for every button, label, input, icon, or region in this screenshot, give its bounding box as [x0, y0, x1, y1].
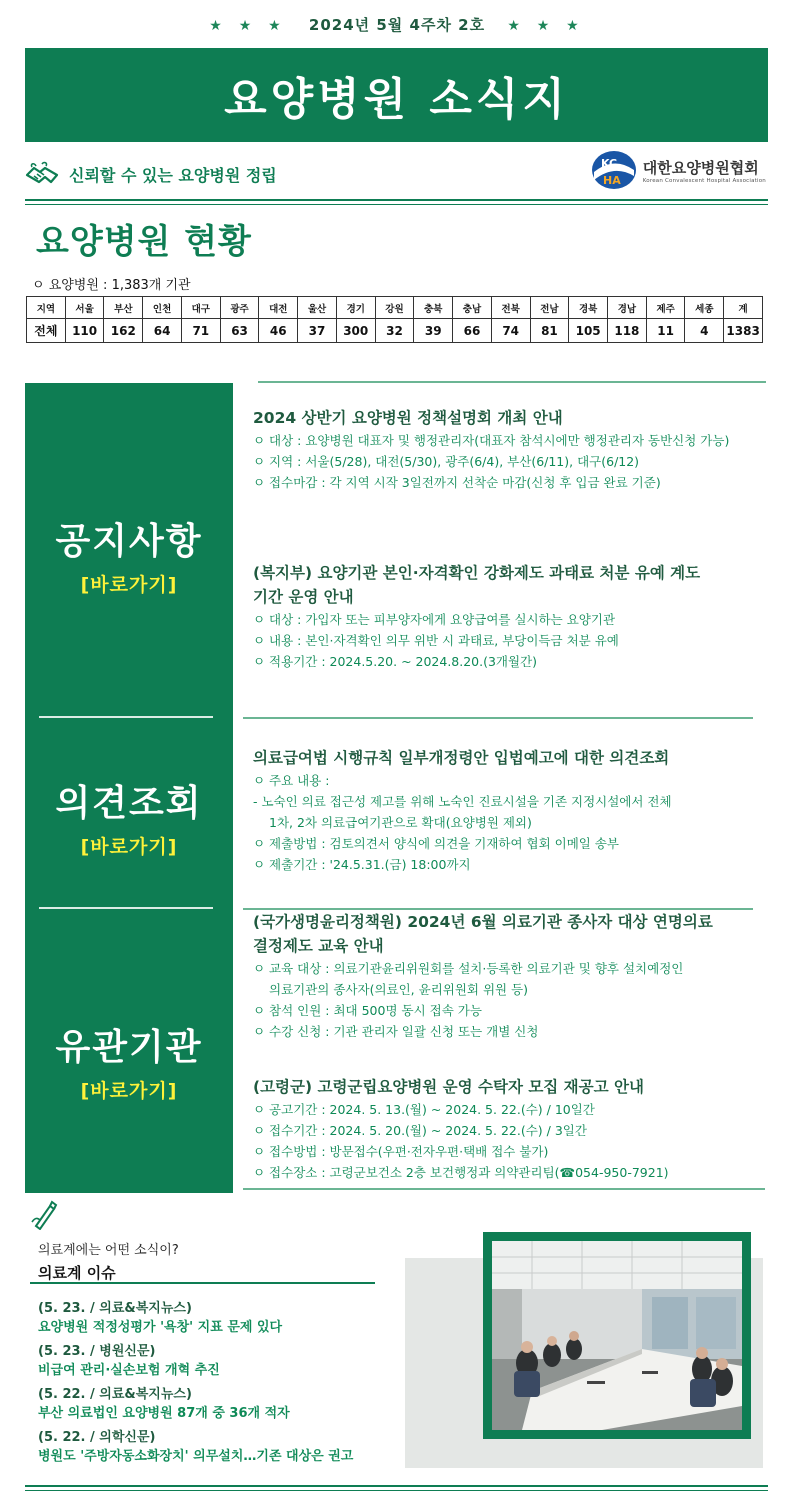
table-cell: 37	[298, 319, 337, 343]
table-cell: 광주	[220, 297, 259, 319]
divider	[258, 381, 766, 383]
news-line: ㅇ 대상 : 요양병원 대표자 및 행정관리자(대표자 참석시에만 행정관리자 동반신청 가능)	[253, 433, 730, 448]
issue-source: (5. 23. / 의료&복지뉴스)	[38, 1301, 192, 1316]
table-cell: 경남	[608, 297, 647, 319]
news-line: ㅇ 접수장소 : 고령군보건소 2층 보건행정과 의약관리팀(☎054-950-7921)	[253, 1165, 669, 1180]
svg-text:HA: HA	[602, 174, 621, 187]
table-cell: 인천	[143, 297, 182, 319]
issue-line	[0, 14, 794, 35]
opinion-title: 의견조회	[55, 783, 203, 824]
opinion-block[interactable]	[25, 775, 233, 859]
table-cell: 118	[608, 319, 647, 343]
issue-item[interactable]	[38, 1385, 418, 1423]
table-cell: 경기	[336, 297, 375, 319]
table-cell: 162	[104, 319, 143, 343]
table-cell: 제주	[646, 297, 685, 319]
news-title-cont[interactable]: 결정제도 교육 안내	[253, 937, 384, 955]
pen-icon	[30, 1200, 58, 1230]
news-line: ㅇ 접수기간 : 2024. 5. 20.(월) ~ 2024. 5. 22.(수) / 3일간	[253, 1123, 587, 1138]
table-cell: 63	[220, 319, 259, 343]
table-cell: 세종	[685, 297, 724, 319]
issue-label: 2024년 5월 4주차 2호	[308, 16, 486, 34]
news-line: ㅇ 접수방법 : 방문접수(우편·전자우편·택배 접수 불가)	[253, 1144, 549, 1159]
news-line: ㅇ 공고기간 : 2024. 5. 13.(월) ~ 2024. 5. 22.(수) / 10일간	[253, 1102, 595, 1117]
sidebar-divider	[39, 716, 213, 718]
issues-heading: 의료계 이슈	[38, 1264, 116, 1282]
table-row	[27, 319, 763, 343]
table-cell: 서울	[65, 297, 104, 319]
photo-frame	[483, 1232, 751, 1439]
news-item[interactable]	[253, 406, 773, 493]
news-line: ㅇ 제출방법 : 검토의견서 양식에 의견을 기재하여 협회 이메일 송부	[253, 836, 619, 851]
stars-right: ★ ★ ★	[507, 18, 585, 34]
meeting-photo	[492, 1241, 742, 1430]
table-cell: 110	[65, 319, 104, 343]
table-header-row	[27, 297, 763, 319]
notice-link[interactable]: [바로가기]	[80, 574, 178, 596]
table-cell: 74	[491, 319, 530, 343]
table-cell: 81	[530, 319, 569, 343]
table-cell: 11	[646, 319, 685, 343]
news-line: 의료기관의 종사자(의료인, 윤리위원회 위원 등)	[269, 982, 529, 997]
table-cell: 66	[453, 319, 492, 343]
table-cell: 부산	[104, 297, 143, 319]
news-item[interactable]	[253, 1075, 773, 1183]
issue-item[interactable]	[38, 1428, 418, 1466]
table-cell: 105	[569, 319, 608, 343]
news-title[interactable]: (국가생명윤리정책원) 2024년 6월 의료기관 종사자 대상 연명의료	[253, 913, 713, 931]
news-title[interactable]: (고령군) 고령군립요양병원 운영 수탁자 모집 재공고 안내	[253, 1078, 644, 1096]
table-cell: 경북	[569, 297, 608, 319]
title-banner	[25, 48, 768, 142]
related-link[interactable]: [바로가기]	[80, 1080, 178, 1102]
issue-headline[interactable]: 요양병원 적정성평가 '욕창' 지표 문제 있다	[38, 1320, 283, 1335]
news-line: - 노숙인 의료 접근성 제고를 위해 노숙인 진료시설을 기존 지정시설에서 전체	[253, 794, 672, 809]
news-line: ㅇ 주요 내용 :	[253, 773, 330, 788]
news-line: 1차, 2차 의료급여기관으로 확대(요양병원 제외)	[269, 815, 532, 830]
association-logo[interactable]	[591, 150, 766, 190]
news-item[interactable]	[253, 746, 773, 875]
table-cell: 계	[724, 297, 763, 319]
table-cell: 전체	[27, 319, 66, 343]
issue-source: (5. 23. / 병원신문)	[38, 1344, 156, 1359]
news-line: ㅇ 대상 : 가입자 또는 피부양자에게 요양급여를 실시하는 요양기관	[253, 612, 616, 627]
table-cell: 충남	[453, 297, 492, 319]
table-cell: 강원	[375, 297, 414, 319]
kcha-logo-icon	[591, 150, 637, 190]
news-line: ㅇ 내용 : 본인·자격확인 의무 위반 시 과태료, 부당이득금 처분 유예	[253, 633, 619, 648]
issues-divider	[30, 1282, 375, 1284]
hospital-count: ㅇ 요양병원 : 1,383개 기관	[32, 278, 191, 293]
status-title: 요양병원 현황	[36, 222, 252, 262]
divider	[243, 717, 753, 719]
table-cell: 39	[414, 319, 453, 343]
news-line: ㅇ 접수마감 : 각 지역 시작 3일전까지 선착순 마감(신청 후 입금 완료 기준)	[253, 475, 661, 490]
issue-headline[interactable]: 병원도 '주방자동소화장치' 의무설치…기존 대상은 권고	[38, 1449, 354, 1464]
table-cell: 64	[143, 319, 182, 343]
table-cell: 전남	[530, 297, 569, 319]
divider-top	[25, 199, 768, 205]
slogan-text: 신뢰할 수 있는 요양병원 정립	[69, 165, 277, 185]
issue-item[interactable]	[38, 1299, 418, 1337]
stars-left: ★ ★ ★	[209, 18, 287, 34]
sidebar-divider	[39, 907, 213, 909]
slogan	[25, 154, 277, 194]
table-cell: 4	[685, 319, 724, 343]
issue-headline[interactable]: 부산 의료법인 요양병원 87개 중 36개 적자	[38, 1406, 290, 1421]
region-table	[26, 296, 763, 343]
association-name-en: Korean Convalescent Hospital Association	[642, 177, 766, 184]
table-cell: 71	[181, 319, 220, 343]
handshake-icon	[25, 161, 59, 187]
news-line: ㅇ 제출기간 : '24.5.31.(금) 18:00까지	[253, 857, 471, 872]
banner-title: 요양병원 소식지	[224, 74, 569, 125]
news-line: ㅇ 참석 인원 : 최대 500명 동시 접속 가능	[253, 1003, 482, 1018]
news-item[interactable]	[253, 561, 773, 672]
table-cell: 46	[259, 319, 298, 343]
table-cell: 울산	[298, 297, 337, 319]
news-line: ㅇ 교육 대상 : 의료기관윤리위원회를 설치·등록한 의료기관 및 향후 설치예정인	[253, 961, 684, 976]
table-cell: 지역	[27, 297, 66, 319]
news-title[interactable]: 2024 상반기 요양병원 정책설명회 개최 안내	[253, 409, 563, 427]
table-cell: 대구	[181, 297, 220, 319]
related-title: 유관기관	[55, 1027, 203, 1068]
news-line: ㅇ 수강 신청 : 기관 관리자 일괄 신청 또는 개별 신청	[253, 1024, 539, 1039]
news-title[interactable]: 의료급여법 시행규칙 일부개정령안 입법예고에 대한 의견조회	[253, 749, 670, 767]
related-block[interactable]	[25, 1019, 233, 1103]
table-cell: 300	[336, 319, 375, 343]
table-cell: 대전	[259, 297, 298, 319]
divider-bottom	[25, 1485, 768, 1491]
category-sidebar	[25, 383, 233, 1193]
issue-headline[interactable]: 비급여 관리·실손보험 개혁 추진	[38, 1363, 220, 1378]
table-cell: 전북	[491, 297, 530, 319]
table-cell: 1383	[724, 319, 763, 343]
news-line: ㅇ 지역 : 서울(5/28), 대전(5/30), 광주(6/4), 부산(6/11), 대구(6/12)	[253, 454, 640, 469]
issues-question: 의료계에는 어떤 소식이?	[38, 1243, 179, 1258]
association-name-ko: 대한요양병원협회	[642, 158, 759, 177]
divider	[243, 1188, 765, 1190]
opinion-link[interactable]: [바로가기]	[80, 836, 178, 858]
issue-source: (5. 22. / 의료&복지뉴스)	[38, 1387, 192, 1402]
svg-text:KC: KC	[600, 157, 617, 170]
notice-block[interactable]	[25, 513, 233, 597]
issue-source: (5. 22. / 의학신문)	[38, 1430, 156, 1445]
news-title[interactable]: (복지부) 요양기관 본인·자격확인 강화제도 과태료 처분 유예 계도	[253, 564, 701, 582]
table-cell: 32	[375, 319, 414, 343]
notice-title: 공지사항	[55, 521, 203, 562]
table-cell: 충북	[414, 297, 453, 319]
news-title-cont[interactable]: 기간 운영 안내	[253, 588, 354, 606]
news-item[interactable]	[253, 910, 773, 1042]
issue-item[interactable]	[38, 1342, 418, 1380]
news-line: ㅇ 적용기간 : 2024.5.20. ~ 2024.8.20.(3개월간)	[253, 654, 538, 669]
